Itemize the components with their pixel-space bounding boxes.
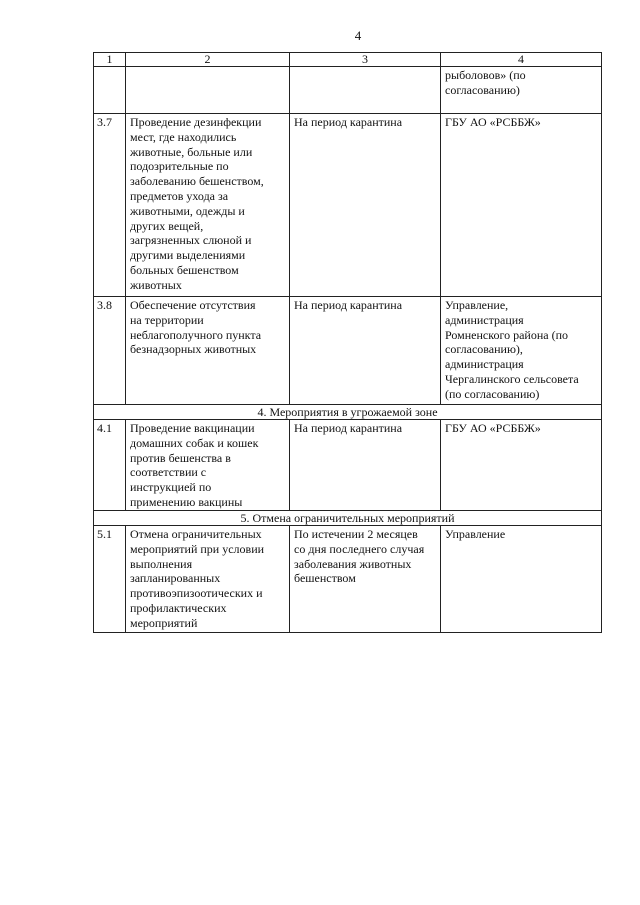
row-responsible: ГБУ АО «РСББЖ» [441,114,602,297]
row-term-text: По истечении 2 месяцев со дня последнего случая заболевания животных бешенством [294,527,425,586]
table-row-3-7 [94,114,602,297]
row-event-text: Отмена ограничительных мероприятий при условии выполнения запланированных противоэпизоотических и профилактических мероприятий [130,527,265,630]
row-event [126,114,290,297]
table-row-5-1 [94,526,602,633]
row-event-text: Проведение дезинфекции мест, где находились животные, больные или подозрительные по заболеванию бешенством, предметов ухода за животными, одежды и других вещей, загрязненных слюной и другими выделениями больных бешенством животных [130,115,264,292]
row-event [126,420,290,511]
section-heading-row [94,511,602,526]
row-event-text: Проведение вакцинации домашних собак и кошек против бешенства в соответствии с инструкцией по применению вакцины [130,421,259,509]
row-term: На период карантина [290,114,441,297]
row-responsible [441,67,602,114]
row-number: 3.7 [94,114,126,297]
column-header-1: 1 [94,53,126,67]
row-term: На период карантина [290,420,441,511]
column-header-4: 4 [441,53,602,67]
measures-table [93,52,602,633]
row-term [290,67,441,114]
section-title-4: 4. Мероприятия в угрожаемой зоне [94,405,602,420]
row-responsible: Управление [441,526,602,633]
table-header-row [94,53,602,67]
row-event [126,297,290,405]
row-responsible-text: рыболовов» (по согласованию) [445,68,526,97]
row-responsible-text: Управление, администрация Ромненского района (по согласованию), администрация Чергалинского сельсовета (по согласованию) [445,298,579,401]
row-term [290,526,441,633]
row-term: На период карантина [290,297,441,405]
row-event [126,526,290,633]
row-event [126,67,290,114]
section-title-5: 5. Отмена ограничительных мероприятий [94,511,602,526]
row-number [94,67,126,114]
table-row-continuation [94,67,602,114]
column-header-3: 3 [290,53,441,67]
table-row-4-1 [94,420,602,511]
row-number: 4.1 [94,420,126,511]
row-event-text: Обеспечение отсутствия на территории неблагополучного пункта безнадзорных животных [130,298,262,357]
row-number: 5.1 [94,526,126,633]
section-heading-row [94,405,602,420]
row-number: 3.8 [94,297,126,405]
table-row-3-8 [94,297,602,405]
page-number: 4 [354,28,362,43]
row-responsible [441,297,602,405]
row-responsible: ГБУ АО «РСББЖ» [441,420,602,511]
column-header-2: 2 [126,53,290,67]
